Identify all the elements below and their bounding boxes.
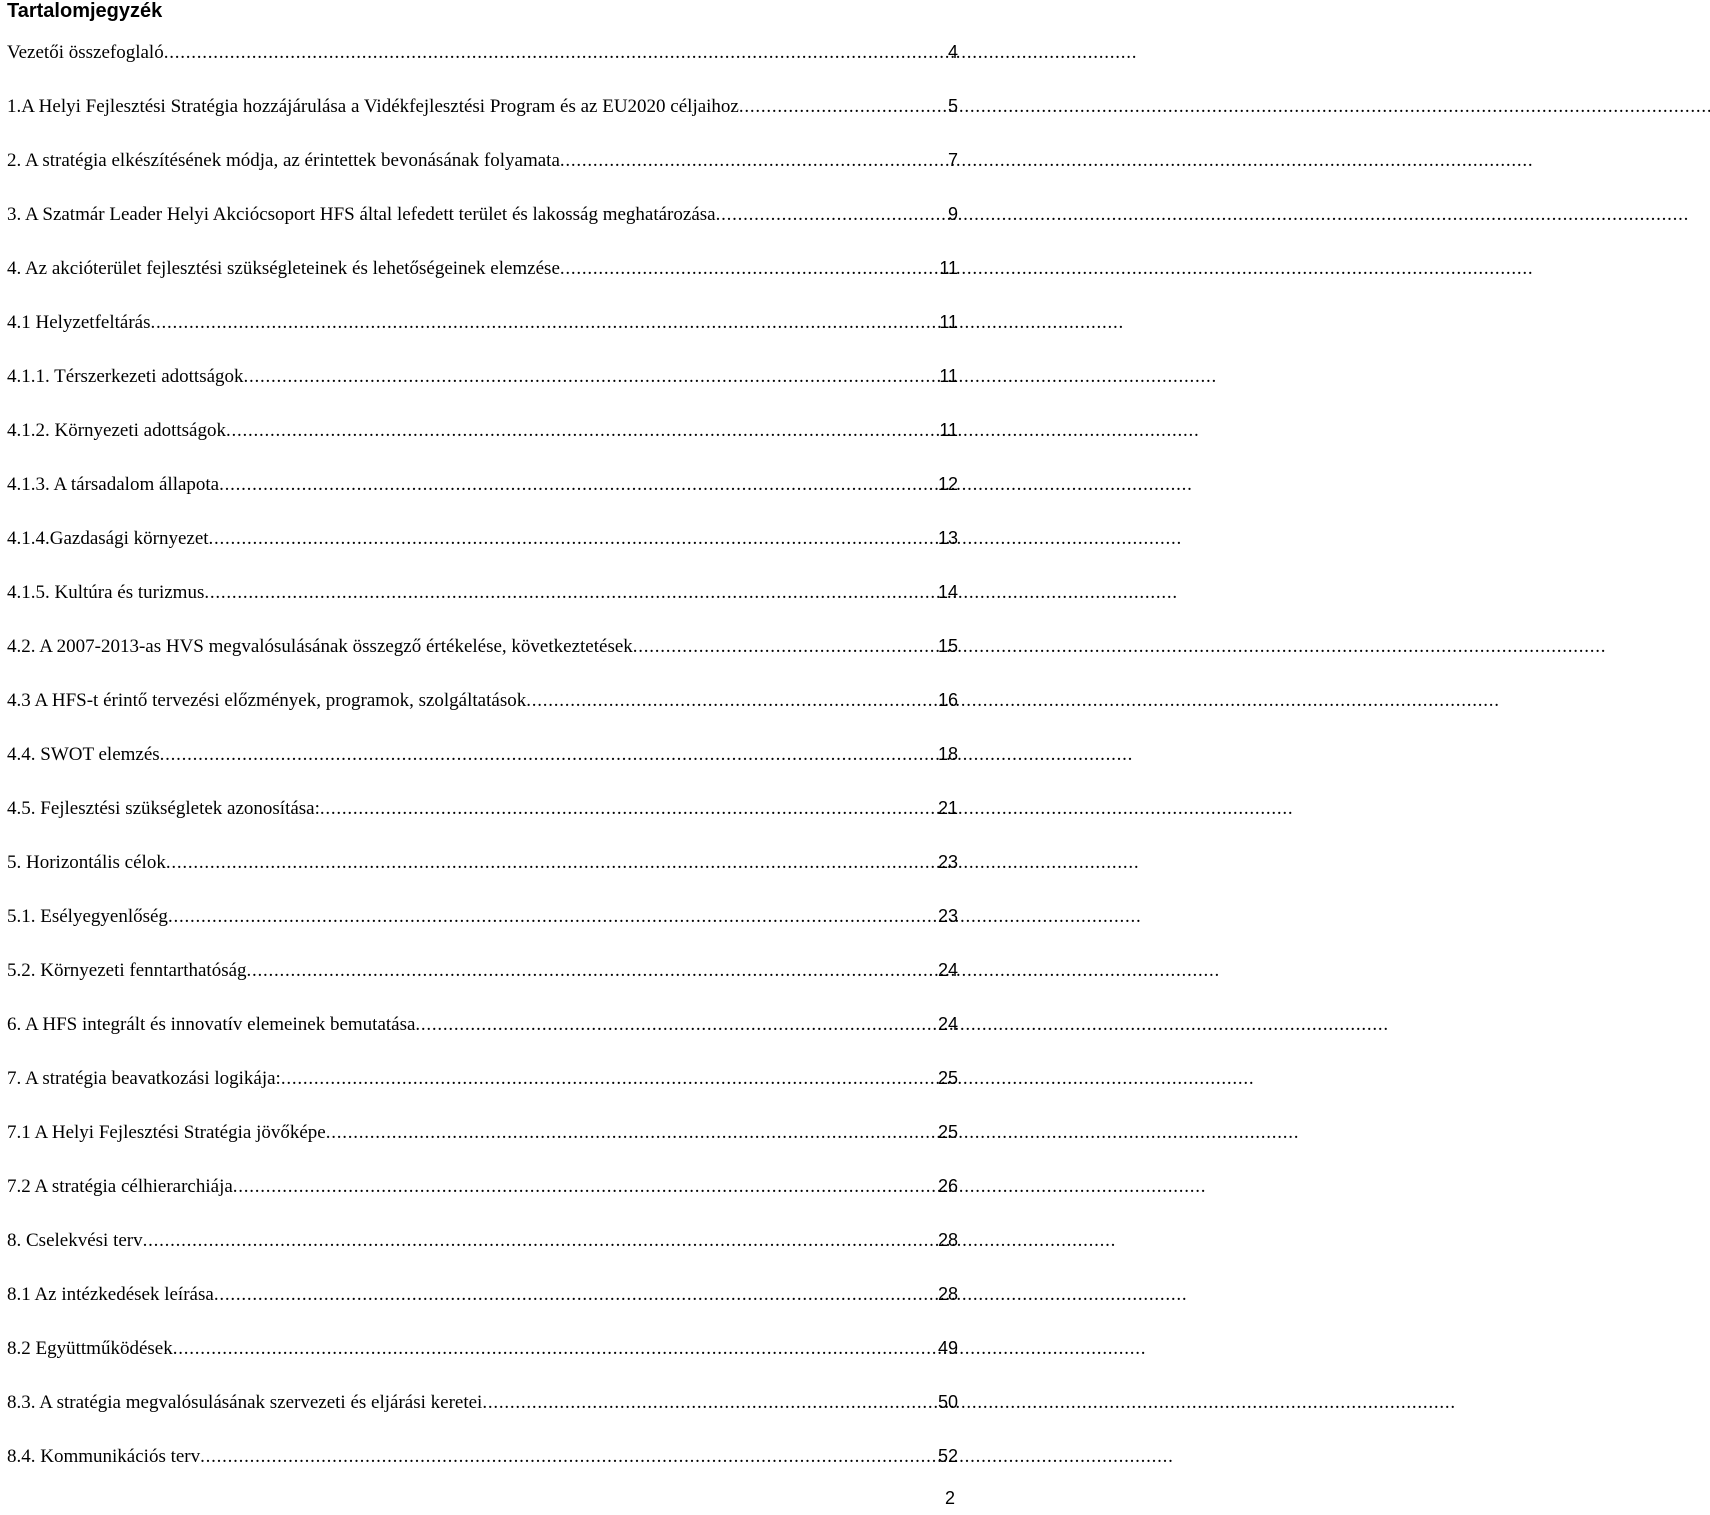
toc-entry-page: 11 (939, 258, 958, 278)
toc-entry-title: 5.1. Esélyegyenlőség (7, 906, 168, 927)
toc-entry-page: 23 (937, 906, 958, 926)
toc-entry-title: Vezetői összefoglaló (7, 42, 164, 63)
toc-entry-page: 7 (947, 150, 958, 170)
toc-entry-page: 23 (937, 852, 958, 872)
toc-entry[interactable] (7, 793, 963, 847)
toc-leader-dots (209, 524, 935, 554)
toc-entry[interactable] (7, 1009, 963, 1063)
toc-entry-title: 1.A Helyi Fejlesztési Stratégia hozzájárulása a Vidékfejlesztési Program és az EU2020 céljaihoz (7, 96, 739, 117)
toc-leader-dots (633, 632, 935, 662)
toc-leader-dots (560, 146, 945, 176)
toc-entry[interactable] (7, 1063, 963, 1117)
toc-leader-dots (415, 1010, 935, 1040)
toc-leader-dots (164, 38, 945, 68)
toc-leader-dots (739, 92, 945, 122)
toc-entry-title: 4.5. Fejlesztési szükségletek azonosítása: (7, 798, 320, 819)
toc-entry[interactable] (7, 1333, 963, 1387)
toc-entry[interactable] (7, 91, 963, 145)
toc-entry-page: 21 (937, 798, 958, 818)
toc-entry-title: 4. Az akcióterület fejlesztési szükségleteinek és lehetőségeinek elemzése (7, 258, 560, 279)
toc-entry-title: 4.1.3. A társadalom állapota (7, 474, 220, 495)
toc-entry-page: 50 (937, 1392, 958, 1412)
toc-entry[interactable] (7, 1171, 963, 1225)
toc-entry-page: 49 (937, 1338, 958, 1358)
toc-entry-page: 28 (937, 1230, 958, 1250)
toc-entry-page: 25 (937, 1068, 958, 1088)
toc-leader-dots (150, 308, 936, 338)
toc-entry[interactable] (7, 145, 963, 199)
toc-entry[interactable] (7, 739, 963, 793)
toc-entry-title: 2. A stratégia elkészítésének módja, az érintettek bevonásának folyamata (7, 150, 560, 171)
toc-entry-title: 7.2 A stratégia célhierarchiája (7, 1176, 233, 1197)
toc-leader-dots (214, 1280, 935, 1310)
toc-entry[interactable] (7, 253, 963, 307)
toc-entry-title: 8.3. A stratégia megvalósulásának szervezeti és eljárási keretei (7, 1392, 483, 1413)
toc-entry-title: 5.2. Környezeti fenntarthatóság (7, 960, 247, 981)
toc-entry-title: 4.3 A HFS-t érintő tervezési előzmények, programok, szolgáltatások (7, 690, 527, 711)
toc-entry-page: 4 (947, 42, 958, 62)
toc-entry[interactable] (7, 199, 963, 253)
toc-entry[interactable] (7, 631, 963, 685)
toc-entry-title: 8.4. Kommunikációs terv (7, 1446, 201, 1467)
toc-entry[interactable] (7, 523, 963, 577)
toc-leader-dots (716, 200, 945, 230)
toc-entry[interactable] (7, 469, 963, 523)
toc-leader-dots (219, 470, 935, 500)
toc-leader-dots (233, 1172, 935, 1202)
toc-entry-title: 7.1 A Helyi Fejlesztési Stratégia jövőképe (7, 1122, 326, 1143)
toc-entry[interactable] (7, 307, 963, 361)
toc-entry[interactable] (7, 1117, 963, 1171)
toc-leader-dots (326, 1118, 935, 1148)
toc-entry-title: 4.4. SWOT elemzés (7, 744, 160, 765)
toc-leader-dots (482, 1388, 935, 1418)
toc-entry[interactable] (7, 37, 963, 91)
toc-entry-page: 11 (939, 312, 958, 332)
toc-leader-dots (160, 740, 935, 770)
toc-entry-page: 18 (937, 744, 958, 764)
toc-entry-page: 12 (937, 474, 958, 494)
page-number: 2 (944, 1488, 955, 1508)
toc-entry[interactable] (7, 1441, 963, 1495)
table-of-contents (7, 37, 963, 1495)
toc-leader-dots (320, 794, 935, 824)
toc-entry-page: 11 (939, 366, 958, 386)
toc-entry[interactable] (7, 1225, 963, 1279)
toc-entry[interactable] (7, 415, 963, 469)
toc-entry-page: 5 (947, 96, 958, 116)
toc-entry-title: 4.1.5. Kultúra és turizmus (7, 582, 205, 603)
toc-entry-title: 4.1.1. Térszerkezeti adottságok (7, 366, 244, 387)
toc-entry[interactable] (7, 361, 963, 415)
toc-leader-dots (247, 956, 935, 986)
toc-entry[interactable] (7, 847, 963, 901)
toc-entry-page: 25 (937, 1122, 958, 1142)
toc-entry-title: 4.1 Helyzetfeltárás (7, 312, 151, 333)
toc-leader-dots (166, 848, 935, 878)
toc-entry-page: 24 (937, 960, 958, 980)
toc-leader-dots (200, 1442, 935, 1472)
toc-leader-dots (173, 1334, 935, 1364)
toc-entry-title: 6. A HFS integrált és innovatív elemeinek bemutatása (7, 1014, 416, 1035)
toc-entry-title: 4.1.2. Környezeti adottságok (7, 420, 226, 441)
toc-entry[interactable] (7, 685, 963, 739)
toc-entry-page: 28 (937, 1284, 958, 1304)
toc-leader-dots (204, 578, 935, 608)
toc-entry[interactable] (7, 1387, 963, 1441)
toc-entry[interactable] (7, 955, 963, 1009)
toc-leader-dots (526, 686, 935, 716)
toc-leader-dots (143, 1226, 935, 1256)
toc-entry-page: 15 (937, 636, 958, 656)
toc-leader-dots (281, 1064, 935, 1094)
toc-entry[interactable] (7, 577, 963, 631)
toc-entry-title: 8.1 Az intézkedések leírása (7, 1284, 214, 1305)
toc-entry-page: 24 (937, 1014, 958, 1034)
toc-entry-page: 9 (947, 204, 958, 224)
toc-leader-dots (244, 362, 937, 392)
toc-entry[interactable] (7, 1279, 963, 1333)
toc-leader-dots (168, 902, 935, 932)
toc-leader-dots (560, 254, 936, 284)
toc-entry-page: 52 (937, 1446, 958, 1466)
toc-entry-title: 7. A stratégia beavatkozási logikája: (7, 1068, 281, 1089)
toc-entry-title: 8.2 Együttműködések (7, 1338, 173, 1359)
toc-entry-title: 5. Horizontális célok (7, 852, 166, 873)
toc-entry-title: 3. A Szatmár Leader Helyi Akciócsoport HFS által lefedett terület és lakosság meghatározása (7, 204, 716, 225)
toc-entry-page: 13 (937, 528, 958, 548)
toc-heading: Tartalomjegyzék (7, 0, 163, 22)
toc-entry-title: 8. Cselekvési terv (7, 1230, 143, 1251)
toc-entry-page: 14 (937, 582, 958, 602)
toc-entry-page: 16 (937, 690, 958, 710)
toc-entry-title: 4.2. A 2007-2013-as HVS megvalósulásának összegző értékelése, következtetések (7, 636, 633, 657)
toc-entry-page: 11 (939, 420, 958, 440)
toc-leader-dots (226, 416, 936, 446)
toc-entry-page: 26 (937, 1176, 958, 1196)
toc-entry[interactable] (7, 901, 963, 955)
toc-entry-title: 4.1.4.Gazdasági környezet (7, 528, 209, 549)
